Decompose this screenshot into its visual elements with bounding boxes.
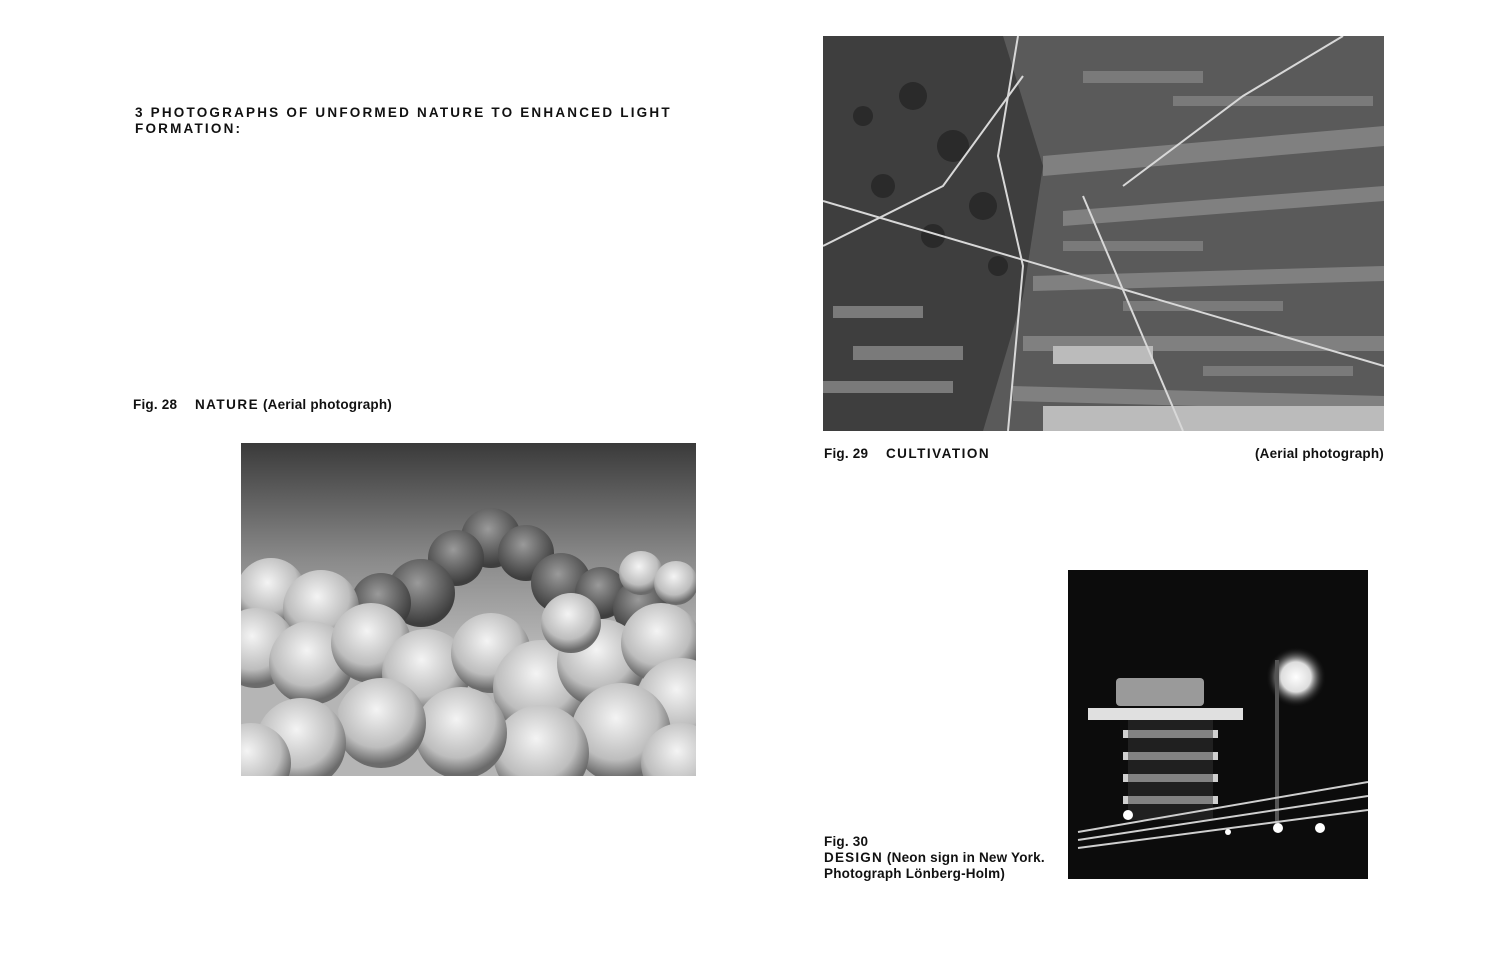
- cloud-aerial-photo-icon: [241, 443, 696, 776]
- fig30-caption: [824, 834, 1064, 882]
- fig30-note-line-2: Photograph Lönberg-Holm): [824, 866, 1006, 881]
- page-heading: [135, 105, 715, 137]
- fig29-caption: [824, 446, 1384, 461]
- fig29-title: CULTIVATION: [885, 446, 991, 461]
- fig30-note-line-1: (Neon sign in New York.: [886, 850, 1045, 865]
- fig28-title: NATURE: [194, 397, 260, 412]
- neon-sign-night-photo-icon: [1068, 570, 1368, 879]
- fig30-number: Fig. 30: [824, 834, 869, 849]
- fig29-note: (Aerial photograph): [1254, 446, 1384, 461]
- fig28-number: Fig. 28: [133, 397, 178, 412]
- fig29-farmland-photo: [823, 36, 1384, 431]
- farmland-aerial-photo-icon: [823, 36, 1384, 431]
- fig30-neon-photo: [1068, 570, 1368, 879]
- fig29-number: Fig. 29: [824, 446, 869, 461]
- heading-line-2: FORMATION:: [135, 121, 243, 136]
- fig30-title: DESIGN: [824, 850, 883, 865]
- fig28-note: (Aerial photograph): [262, 397, 392, 412]
- fig28-caption: [133, 397, 392, 412]
- fig28-cloud-photo: [241, 443, 696, 776]
- heading-line-1: 3 PHOTOGRAPHS OF UNFORMED NATURE TO ENHANCED LIGHT: [135, 105, 672, 120]
